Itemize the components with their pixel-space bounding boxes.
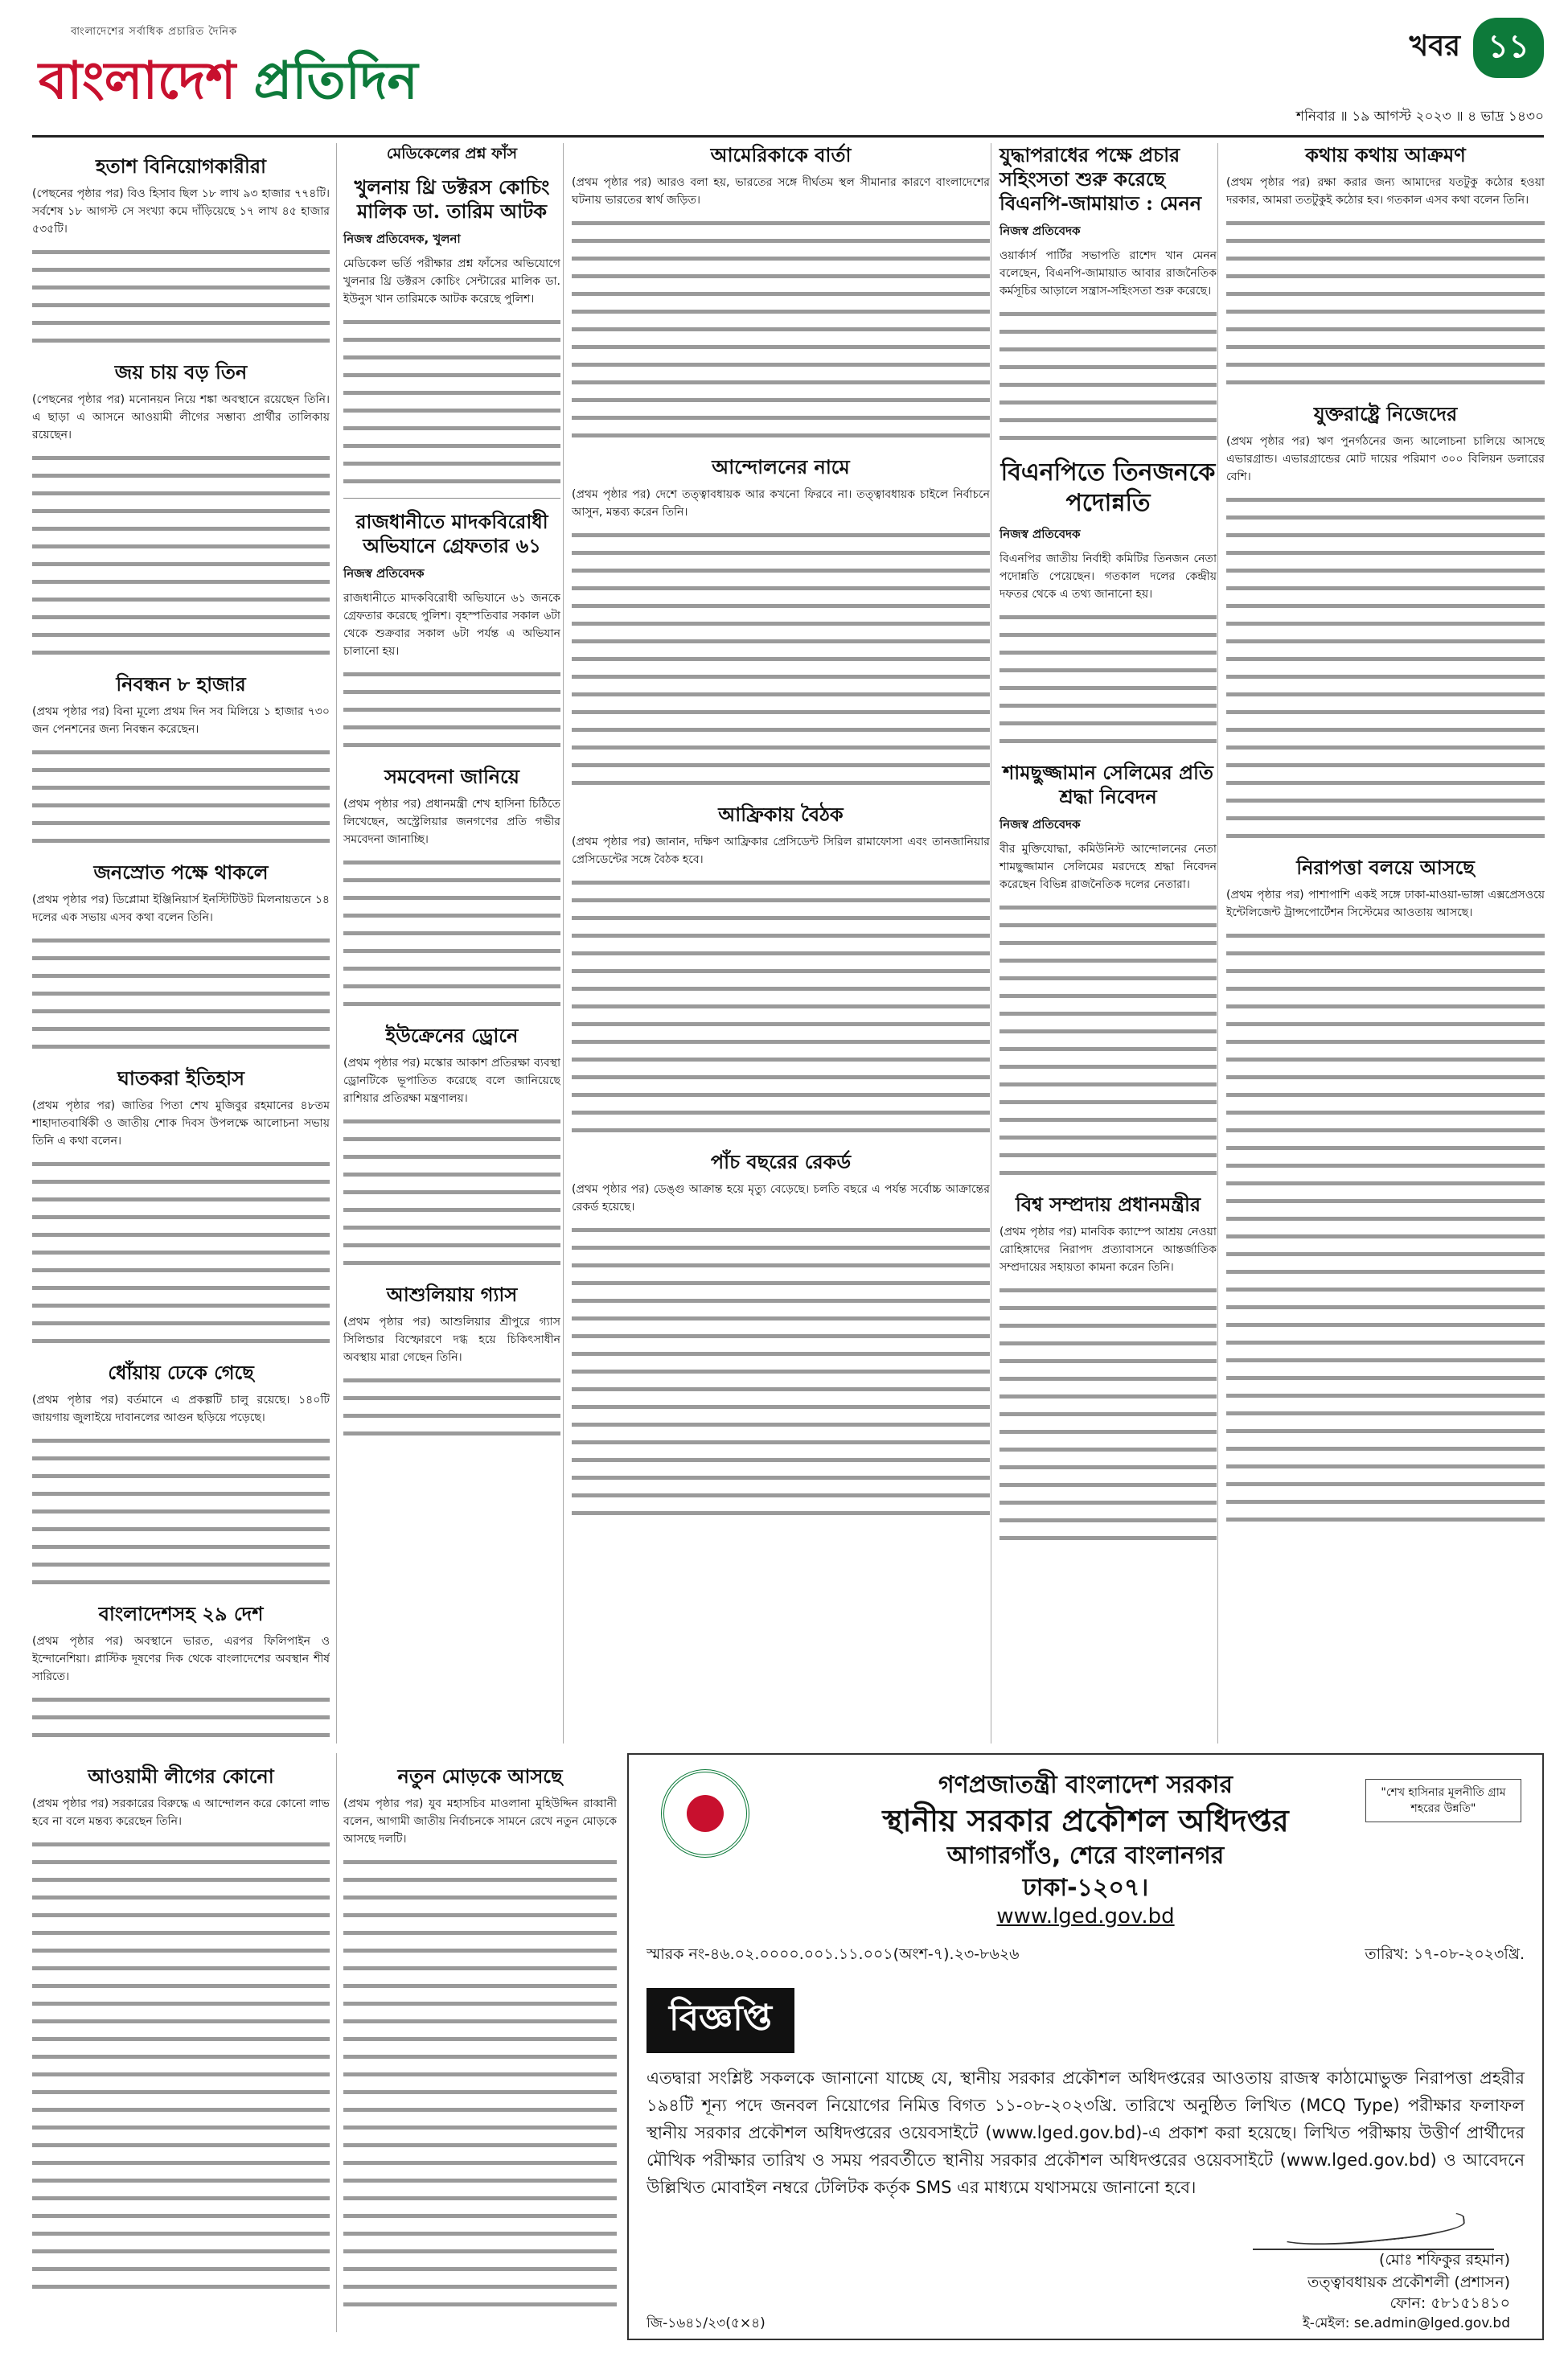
- article-lead: (প্রথম পৃষ্ঠার পর) প্রধানমন্ত্রী শেখ হাসিনা চিঠিতে লিখেছেন, অস্ট্রেলিয়ার জনগণের প্রতি গভীর সমবেদনা জানাচ্ছি।: [343, 798, 560, 846]
- headline: বিএনপিতে তিনজনকে পদোন্নতি: [1000, 458, 1216, 517]
- headline: পাঁচ বছরের রেকর্ড: [710, 1150, 852, 1173]
- memo-number: স্মারক নং-৪৬.০২.০০০০.০০১.১১.০০১(অংশ-৭).২৩-৮৬২৬: [646, 1945, 1020, 1963]
- article-lead: (প্রথম পৃষ্ঠার পর) বিনা মূল্যে প্রথম দিন সব মিলিয়ে ১ হাজার ৭৩০ জন পেনশনের জন্য নিবন্ধন করেছেন।: [32, 705, 330, 736]
- byline: নিজস্ব প্রতিবেদক: [999, 817, 1081, 832]
- text-block: [343, 313, 560, 490]
- ad-reference-row: [646, 1943, 1525, 1969]
- text-block: [572, 214, 990, 444]
- article-lead: বিএনপির জাতীয় নির্বাহী কমিটির তিনজন নেতা পদোন্নতি পেয়েছেন। গতকাল দলের কেন্দ্রীয় দফতর থেকে এ তথ্য জানানো হয়।: [999, 552, 1217, 601]
- article-lead: (পেছনের পৃষ্ঠার পর) মনোনয়ন নিয়ে শঙ্কা অবস্থানে রয়েছেন তিনি। এ ছাড়া এ আসনে আওয়ামী লীগের সম্ভাব্য প্রার্থীর তালিকায় রয়েছেন।: [32, 393, 330, 442]
- headline: আওয়ামী লীগের কোনো: [88, 1764, 274, 1788]
- article-lead: (প্রথম পৃষ্ঠার পর) জানান, দক্ষিণ আফ্রিকার প্রেসিডেন্ট সিরিল রামাফোসা এবং তানজানিয়ার প্রেসিডেন্টের সঙ্গে বৈঠক হবে।: [572, 836, 990, 866]
- text-block: [32, 449, 330, 661]
- headline: যুক্তরাষ্ট্রে নিজেদের: [1313, 402, 1458, 425]
- article-lead: (প্রথম পৃষ্ঠার পর) মস্কোর আকাশ প্রতিরক্ষা ব্যবস্থা ড্রোনটিকে ভূপাতিত করেছে বলে জানিয়েছে রাশিয়ার প্রতিরক্ষা মন্ত্রণালয়।: [343, 1057, 560, 1105]
- text-block: [572, 1221, 990, 1522]
- column-1-lower: [32, 1753, 330, 2332]
- article-lead: মেডিকেল ভর্তি পরীক্ষার প্রশ্ন ফাঁসের অভিযোগে খুলনার থ্রি ডক্টরস কোচিং সেন্টারের মালিক ডা. ইউনুস খান তারিমকে আটক করেছে পুলিশ।: [343, 257, 560, 306]
- ad-heading-4: ঢাকা-১২০৭।: [1022, 1874, 1149, 1902]
- column-1: [32, 143, 330, 1744]
- logo-name-a: বাংলাদেশ: [39, 51, 254, 111]
- contact-phone: ফোন: ৫৮১৫১৪১০: [1389, 2294, 1510, 2312]
- headline: খুলনায় থ্রি ডক্টরস কোচিং মালিক ডা. তারিম আটক: [354, 175, 550, 223]
- column-3: [563, 143, 990, 1744]
- text-block: [32, 1690, 330, 1744]
- notice-body: এতদ্বারা সংশ্লিষ্ট সকলকে জানানো যাচ্ছে যে, স্থানীয় সরকার প্রকৌশল অধিদপ্তরের আওতায় রাজস্ব কাঠামোভুক্ত নিরাপত্তা প্রহরীর ১৯৪টি শূন্য পদে জনবল নিয়োগের নিমিত্ত বিগত ১১-০৮-২০২৩খ্রি. তারিখে অনুষ্ঠিত লিখিত (MCQ Type) পরীক্ষার ফলাফল স্থানীয় সরকার প্রকৌশল অধিদপ্তরের ওয়েবসাইটে (www.lged.gov.bd)-এ প্রকাশ করা হয়েছে। লিখিত পরীক্ষায় উত্তীর্ণ প্রার্থীদের মৌখিক পরীক্ষার তারিখ ও সময় পরবর্তীতে স্থানীয় সরকার প্রকৌশল অধিদপ্তরের ওয়েবসাইটে (www.lged.gov.bd) ও আবেদনে উল্লিখিত মোবাইল নম্বরে টেলিটক কর্তৃক SMS এর মাধ্যমে যথাসময়ে জানানো হবে।: [646, 2068, 1525, 2197]
- headline: আমেরিকাকে বার্তা: [710, 143, 852, 166]
- text-block: [32, 1155, 330, 1349]
- logo-name-b: প্রতিদিন: [253, 51, 418, 111]
- government-advertisement: [627, 1753, 1544, 2340]
- text-block: [32, 1431, 330, 1591]
- lower-columns: [32, 1753, 619, 2332]
- headline: কথায় কথায় আক্রমণ: [1305, 143, 1466, 166]
- headline: শামছুজ্জামান সেলিমের প্রতি শ্রদ্ধা নিবেদন: [1003, 761, 1213, 808]
- headline: আশুলিয়ায় গ্যাস: [386, 1283, 518, 1306]
- headline: নতুন মোড়কে আসছে: [397, 1764, 563, 1788]
- article-lead: (প্রথম পৃষ্ঠার পর) দেশে তত্ত্বাবধায়ক আর কখনো ফিরবে না। তত্ত্বাবধায়ক চাইলে নির্বাচনে আসুন, মন্তব্য করেন তিনি।: [572, 488, 990, 519]
- headline: নিবন্ধন ৮ হাজার: [116, 672, 246, 696]
- memo-date: তারিখ: ১৭-০৮-২০২৩খ্রি.: [1365, 1945, 1525, 1963]
- text-block: [999, 898, 1217, 1181]
- logo-name: [39, 42, 418, 128]
- government-emblem-icon: [661, 1769, 749, 1858]
- column-5: [1217, 143, 1545, 1744]
- headline: ধোঁয়ায় ঢেকে গেছে: [108, 1361, 254, 1384]
- article-lead: রাজধানীতে মাদকবিরোধী অভিযানে ৬১ জনকে গ্রেফতার করেছে পুলিশ। বৃহস্পতিবার সকাল ৬টা থেকে শুক্রবার সকাল ৬টা পর্যন্ত এ অভিযান চালানো হয়।: [343, 592, 560, 658]
- article-lead: (প্রথম পৃষ্ঠার পর) জাতির পিতা শেখ মুজিবুর রহমানের ৪৮তম শাহাদাতবার্ষিকী ও জাতীয় শোক দিবস উপলক্ষে আলোচনা সভায় তিনি এ কথা বলেন।: [32, 1099, 330, 1148]
- article-lead: (প্রথম পৃষ্ঠার পর) পাশাপাশি একই সঙ্গে ঢাকা-মাওয়া-ভাঙ্গা এক্সপ্রেসওয়ে ইন্টেলিজেন্ট ট্রান্সপোর্টেশন সিস্টেমের আওতায় আসছে।: [1226, 889, 1545, 919]
- article-lead: (প্রথম পৃষ্ঠার পর) আশুলিয়ার শ্রীপুরে গ্যাস সিলিন্ডার বিস্ফোরণে দগ্ধ হয়ে চিকিৎসাধীন অবস্থায় মারা গেছেন তিনি।: [343, 1316, 560, 1364]
- newspaper-logo: [39, 21, 418, 125]
- page-number: ১১: [1473, 18, 1544, 78]
- article-lead: (পেছনের পৃষ্ঠার পর) বিও হিসাব ছিল ১৮ লাখ ৯৩ হাজার ৭৭৪টি। সর্বশেষ ১৮ আগস্ট সে সংখ্যা কমে দাঁড়িয়েছে ১৭ লাখ ৪৫ হাজার ৫৩৫টি।: [32, 187, 330, 236]
- text-block: [343, 1371, 560, 1442]
- masthead: [32, 14, 1544, 138]
- article-lead: (প্রথম পৃষ্ঠার পর) সরকারের বিরুদ্ধে এ আন্দোলন করে কোনো লাভ হবে না বলে মন্তব্য করেছেন তিনি।: [32, 1797, 330, 1828]
- signatory-name: (মোঃ শফিকুর রহমান): [1379, 2251, 1510, 2269]
- text-block: [343, 665, 560, 754]
- text-block: [1226, 491, 1545, 844]
- text-block: [32, 243, 330, 349]
- section-box: [1410, 18, 1544, 78]
- byline: নিজস্ব প্রতিবেদক, খুলনা: [343, 232, 461, 246]
- contact-email[interactable]: ই-মেইল: se.admin@lged.gov.bd: [1302, 2315, 1510, 2331]
- headline: জনস্রোত পক্ষে থাকলে: [93, 860, 269, 884]
- text-block: [32, 1835, 330, 2295]
- byline: নিজস্ব প্রতিবেদক: [999, 224, 1081, 238]
- headline: রাজধানীতে মাদকবিরোধী অভিযানে গ্রেফতার ৬১: [355, 510, 548, 557]
- text-block: [999, 608, 1217, 750]
- text-block: [999, 305, 1217, 446]
- headline: ঘাতকরা ইতিহাস: [117, 1066, 244, 1090]
- text-block: [572, 526, 990, 791]
- ad-website-link[interactable]: www.lged.gov.bd: [996, 1904, 1175, 1928]
- article-lead: (প্রথম পৃষ্ঠার পর) মানবিক ক্যাম্পে আশ্রয় নেওয়া রোহিঙ্গাদের নিরাপদ প্রত্যাবাসনে আন্তর্জাতিক সম্প্রদায়ের সহায়তা কামনা করেন তিনি।: [999, 1226, 1217, 1274]
- ad-heading-3: আগারগাঁও, শেরে বাংলানগর: [946, 1842, 1225, 1870]
- article-lead: (প্রথম পৃষ্ঠার পর) ঋণ পুনর্গঠনের জন্য আলোচনা চালিয়ে আসছে এভারগ্রান্ড। এভারগ্রান্ডের মোট দায়ের পরিমাণ ৩০০ বিলিয়ন ডলারের বেশি।: [1226, 435, 1545, 483]
- text-block: [1226, 926, 1545, 1528]
- byline: নিজস্ব প্রতিবেদক: [999, 527, 1081, 541]
- signature: [1253, 2200, 1494, 2250]
- text-block: [343, 1112, 560, 1271]
- text-block: [999, 1281, 1217, 1546]
- article-lead: (প্রথম পৃষ্ঠার পর) অবস্থানে ভারত, এরপর ফিলিপাইন ও ইন্দোনেশিয়া। প্লাস্টিক দূষণের দিক থেকে বাংলাদেশের অবস্থান শীর্ষ সারিতে।: [32, 1635, 330, 1683]
- text-block: [32, 743, 330, 849]
- notice-title: বিজ্ঞপ্তি: [646, 1988, 794, 2053]
- headline: যুদ্ধাপরাধের পক্ষে প্রচার সহিংসতা শুরু করেছে বিএনপি-জামায়াত : মেনন: [999, 143, 1202, 215]
- article-lead: (প্রথম পৃষ্ঠার পর) ডেঙ্গু আক্রান্ত হয়ে মৃত্যু বেড়েছে। চলতি বছরে এ পর্যন্ত সর্বোচ্চ আক্রান্তের রেকর্ড হয়েছে।: [572, 1183, 990, 1214]
- slogan-badge: "শেখ হাসিনার মূলনীতি গ্রাম শহরের উন্নতি": [1365, 1779, 1521, 1822]
- column-4: [991, 143, 1217, 1744]
- article-lead: (প্রথম পৃষ্ঠার পর) ডিপ্লোমা ইঞ্জিনিয়ার্স ইনস্টিটিউট মিলনায়তনে ১৪ দলের এক সভায় এসব কথা বলেন তিনি।: [32, 893, 330, 924]
- headline: বাংলাদেশসহ ২৯ দেশ: [98, 1602, 264, 1625]
- news-columns: [32, 143, 1544, 1744]
- dateline: শনিবার ॥ ১৯ আগস্ট ২০২৩ ॥ ৪ ভাদ্র ১৪৩০: [1295, 109, 1544, 125]
- kicker: মেডিকেলের প্রশ্ন ফাঁস: [386, 145, 518, 162]
- article-lead: বীর মুক্তিযোদ্ধা, কমিউনিস্ট আন্দোলনের নেতা শামছুজ্জামান সেলিমের মরদেহে শ্রদ্ধা নিবেদন করেছেন বিভিন্ন রাজনৈতিক দলের নেতারা।: [999, 843, 1217, 891]
- article-lead: (প্রথম পৃষ্ঠার পর) যুব মহাসচিব মাওলানা মুহিউদ্দিন রাব্বানী বলেন, আগামী জাতীয় নির্বাচনকে সামনে রেখে নতুন মোড়কে আসছে দলটি।: [343, 1797, 617, 1846]
- ad-heading-1: গণপ্রজাতন্ত্রী বাংলাদেশ সরকার: [938, 1771, 1233, 1799]
- headline: সমবেদনা জানিয়ে: [384, 765, 519, 788]
- text-block: [343, 853, 560, 1012]
- headline: হতাশ বিনিয়োগকারীরা: [96, 154, 266, 178]
- headline: ইউক্রেনের ড্রোনে: [385, 1024, 519, 1047]
- text-block: [343, 1853, 617, 2313]
- byline: নিজস্ব প্রতিবেদক: [343, 566, 425, 581]
- headline: নিরাপত্তা বলয়ে আসছে: [1296, 856, 1475, 879]
- section-label: খবর: [1409, 29, 1461, 63]
- text-block: [572, 873, 990, 1139]
- text-block: [1226, 214, 1545, 391]
- headline: আফ্রিকায় বৈঠক: [718, 803, 844, 826]
- divider: [343, 498, 560, 499]
- ad-code: জি-১৬৪১/২৩(৫×৪): [646, 2315, 766, 2331]
- text-block: [32, 931, 330, 1055]
- tagline: বাংলাদেশের সর্বাধিক প্রচারিত দৈনিক: [71, 26, 238, 38]
- headline: বিশ্ব সম্প্রদায় প্রধানমন্ত্রীর: [1015, 1193, 1201, 1216]
- article-lead: (প্রথম পৃষ্ঠার পর) আরও বলা হয়, ভারতের সঙ্গে দীর্ঘতম স্থল সীমানার কারণে বাংলাদেশের ঘটনায় ভারতের স্বার্থ জড়িত।: [572, 176, 990, 207]
- column-2-lower: [336, 1753, 617, 2332]
- ad-heading-2: স্থানীয় সরকার প্রকৌশল অধিদপ্তর: [882, 1803, 1289, 1838]
- headline: জয় চায় বড় তিন: [114, 360, 248, 384]
- headline: আন্দোলনের নামে: [712, 455, 850, 478]
- article-lead: (প্রথম পৃষ্ঠার পর) রক্ষা করার জন্য আমাদের যতটুকু কঠোর হওয়া দরকার, আমরা ততটুকুই কঠোর হব। গতকাল এসব কথা বলেন তিনি।: [1226, 176, 1545, 207]
- column-2: [336, 143, 560, 1744]
- signatory-designation: তত্ত্বাবধায়ক প্রকৌশলী (প্রশাসন): [1307, 2273, 1510, 2291]
- article-lead: (প্রথম পৃষ্ঠার পর) বর্তমানে এ প্রকল্পটি চালু রয়েছে। ১৪০টি জায়গায় জুলাইয়ে দাবানলের আগুন ছড়িয়ে পড়েছে।: [32, 1394, 330, 1424]
- article-lead: ওয়ার্কার্স পার্টির সভাপতি রাশেদ খান মেনন বলেছেন, বিএনপি-জামায়াত আবার রাজনৈতিক কর্মসূচির আড়ালে সন্ত্রাস-সহিংসতা শুরু করেছে।: [999, 249, 1217, 298]
